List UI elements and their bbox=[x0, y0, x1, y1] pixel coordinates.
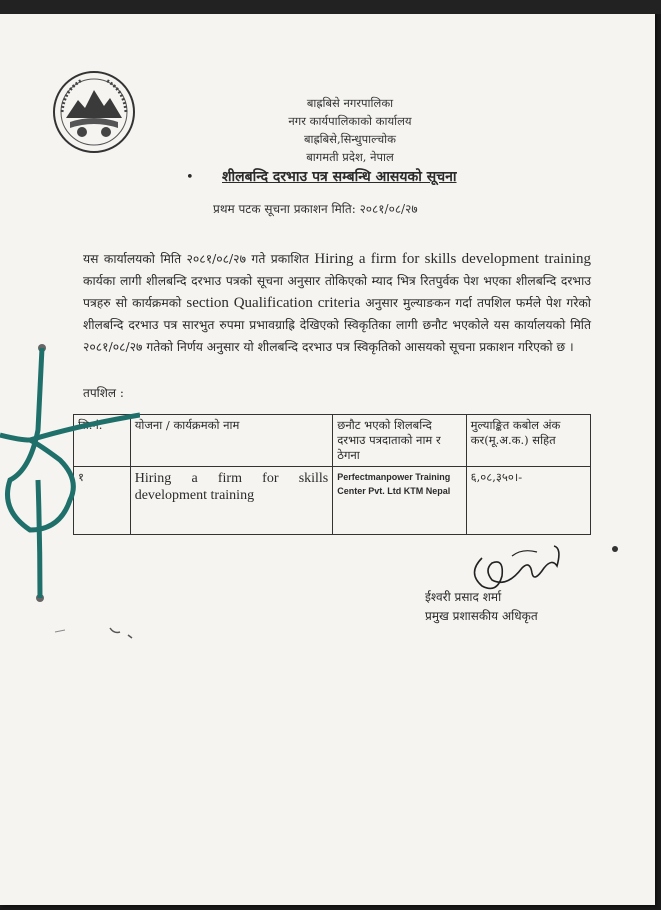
notice-body bbox=[83, 248, 591, 358]
header-project: योजना / कार्यक्रमको नाम bbox=[130, 415, 333, 467]
header-address: बाह्रबिसे,सिन्धुपाल्चोक bbox=[303, 132, 396, 146]
header-sn: सि.नं. bbox=[74, 415, 131, 467]
details-label: तपशिल : bbox=[83, 386, 124, 400]
signatory-designation: प्रमुख प्रशासकीय अधिकृत bbox=[425, 609, 538, 623]
cell-company: Perfectmanpower Training Center Pvt. Ltd KTM Nepal bbox=[333, 467, 466, 535]
publication-date: प्रथम पटक सूचना प्रकाशन मिति: २०८१/०८/२७ bbox=[213, 202, 418, 216]
body-text-1: यस कार्यालयको मिति २०८१/०८/२७ गते प्रकाशित bbox=[83, 252, 309, 266]
ink-dot bbox=[612, 546, 618, 552]
header-office: नगर कार्यपालिकाको कार्यालय bbox=[288, 114, 412, 128]
cell-project: Hiring a firm for skills development training bbox=[130, 467, 333, 535]
header-amount: मुल्याङ्कित कबोल अंक कर(मू.अ.क.) सहित bbox=[466, 415, 590, 467]
header-bidder: छनौट भएको शिलबन्दि दरभाउ पत्रदाताको नाम र ठेगना bbox=[333, 415, 466, 467]
table-row bbox=[74, 467, 591, 535]
body-criteria: section Qualification criteria bbox=[186, 295, 361, 311]
bullet-dot: • bbox=[186, 170, 194, 185]
body-text-3: अनुसार मुल्याङकन गर्दा तपशिल फर्मले पेश गरेको शीलबन्दि दरभाउ पत्र सारभुत रुपमा प्रभावग्राह्रि देखिएको स्विकृतिका लागी छनौट भएकोले यस कार्यालयको मिति २०८१/०८/२७ गतेको निर्णय अनुसार यो शीलबन्दि दरभाउ पत्र स्विकृतिको आसयको सूचना प्रकाशन गरिएको छ । bbox=[83, 296, 591, 354]
notice-title: शीलबन्दि दरभाउ पत्र सम्बन्धि आसयको सूचना bbox=[222, 169, 457, 185]
body-program-name: Hiring a firm for skills development training bbox=[314, 251, 591, 267]
details-table bbox=[73, 414, 591, 535]
cell-sn: १ bbox=[74, 467, 131, 535]
header-municipality: बाह्रबिसे नगरपालिका bbox=[306, 96, 394, 110]
body-text-2: कार्यका लागी शीलबन्दि दरभाउ पत्रको सूचना अनुसार तोकिएको म्याद भित्र रितपुर्वक पेश भएका शीलबन्दि दरभाउ पत्रहरु सो कार्यक्रमको bbox=[83, 274, 591, 310]
table-header-row bbox=[74, 415, 591, 467]
scan-border bbox=[0, 0, 661, 14]
cell-amount: ६,०८,३५०।- bbox=[466, 467, 590, 535]
municipality-emblem-logo bbox=[52, 70, 136, 154]
ink-smudge bbox=[50, 620, 140, 650]
binding-string bbox=[0, 330, 140, 610]
header-province: बागमती प्रदेश, नेपाल bbox=[306, 150, 394, 164]
signatory-name: ईश्वरी प्रसाद शर्मा bbox=[425, 590, 502, 604]
